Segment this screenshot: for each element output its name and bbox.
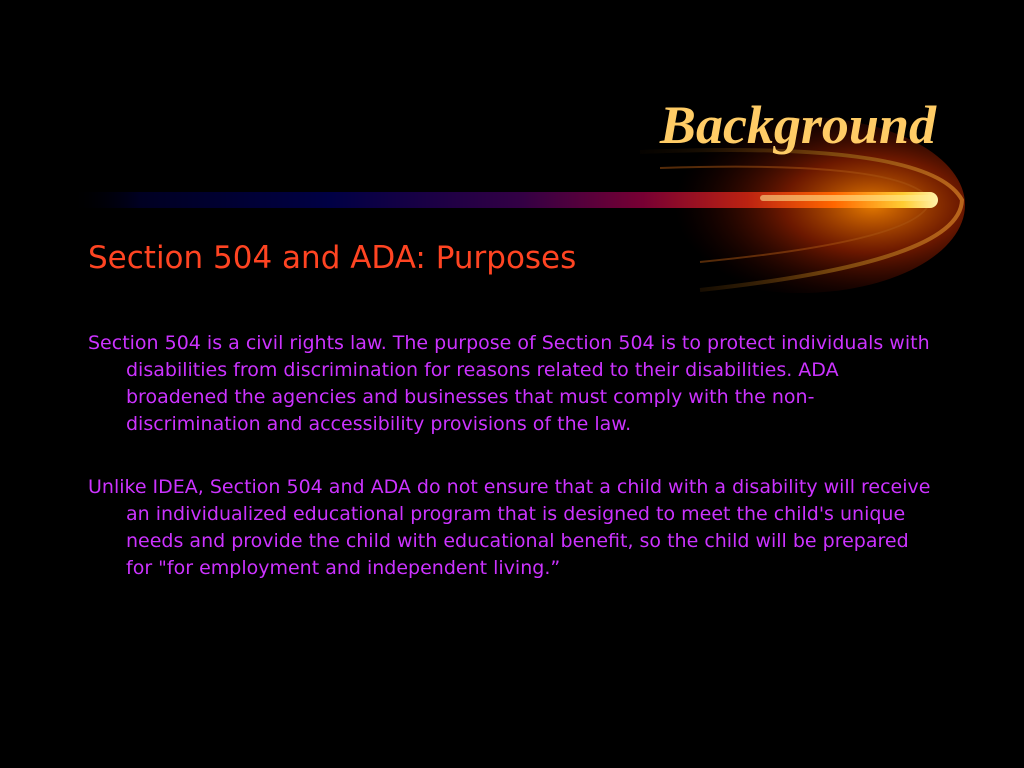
- paragraph-section-504: Section 504 is a civil rights law. The purpose of Section 504 is to protect individuals with disabilities from discrimination for reasons related to their disabilities. ADA broadened the agencies and businesses that must comply with the non-discrimination and accessibility provisions of the law.: [88, 332, 930, 435]
- slide-body: [88, 330, 936, 618]
- slide-subtitle: Section 504 and ADA: Purposes: [88, 240, 577, 276]
- comet-bar-highlight: [760, 195, 936, 201]
- slide-title: Background: [659, 95, 936, 155]
- paragraph-unlike-idea: Unlike IDEA, Section 504 and ADA do not ensure that a child with a disability will receive an individualized educational program that is designed to meet the child's unique needs and provide the child with educational benefit, so the child will be prepared for "for employment and independent living.”: [88, 476, 931, 579]
